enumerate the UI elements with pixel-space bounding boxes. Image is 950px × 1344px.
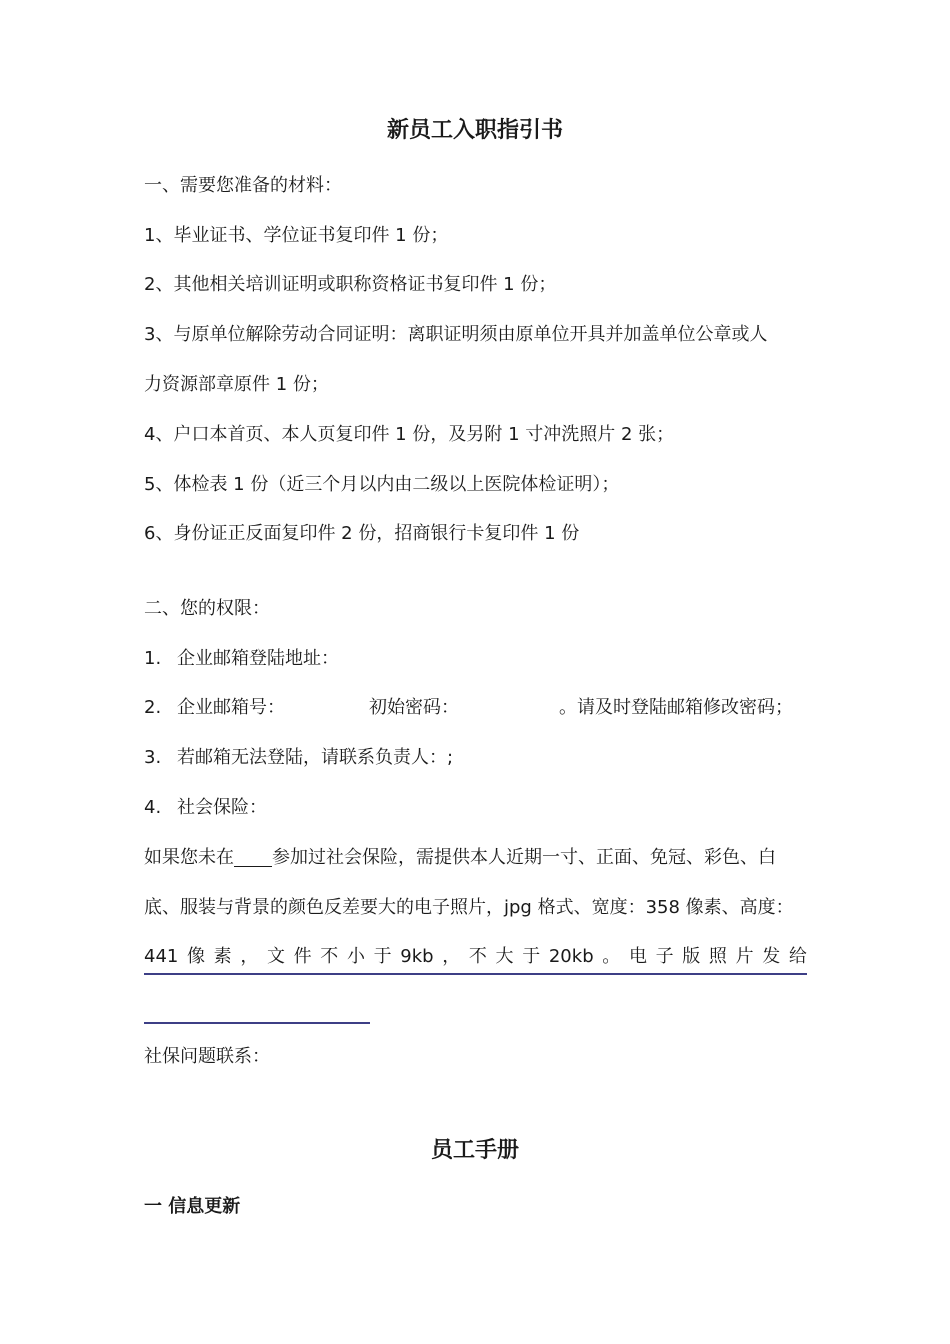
section1-heading: 一、需要您准备的材料： [144, 175, 342, 196]
list-number: 4. [144, 797, 162, 818]
material-item-2: 2、其他相关培训证明或职称资格证书复印件 1 份； [144, 274, 557, 295]
paragraph-token: 于 [373, 946, 392, 967]
paragraph-token: 像 [187, 946, 206, 967]
paragraph-text: 参加过社会保险，需提供本人近期一寸、正面、免冠、彩色、白 [272, 847, 776, 868]
paragraph-token: 不 [320, 946, 339, 967]
underline-rule [144, 973, 807, 975]
paragraph-text: 如果您未在 [144, 847, 234, 868]
paragraph-token: ， [240, 946, 259, 967]
material-item-1: 1、毕业证书、学位证书复印件 1 份； [144, 225, 449, 246]
paragraph-token: 照 [708, 946, 727, 967]
paragraph-token: 给 [788, 946, 807, 967]
paragraph-token: 子 [655, 946, 674, 967]
social-insurance-paragraph-line-2: 底、服装与背景的颜色反差要大的电子照片，jpg 格式、宽度：358 像素、高度： [144, 897, 794, 918]
handbook-title: 员工手册 [430, 1138, 519, 1163]
paragraph-token: 发 [762, 946, 781, 967]
blank-underline [234, 846, 272, 867]
permission-item-3 [144, 746, 453, 770]
permission-item-1 [144, 647, 339, 671]
document-title: 新员工入职指引书 [386, 118, 563, 143]
email-account-label: 企业邮箱号： [177, 697, 285, 718]
paragraph-token: 件 [293, 946, 312, 967]
paragraph-token: 文 [266, 946, 285, 967]
paragraph-token: 于 [522, 946, 541, 967]
paragraph-token: 小 [346, 946, 365, 967]
paragraph-token: 大 [495, 946, 514, 967]
handbook-section-heading: 一 信息更新 [144, 1196, 241, 1217]
paragraph-token: 不 [468, 946, 487, 967]
social-insurance-paragraph-line-1 [144, 846, 776, 870]
paragraph-token: 片 [735, 946, 754, 967]
material-item-4: 4、户口本首页、本人页复印件 1 份，及另附 1 寸冲洗照片 2 张； [144, 424, 675, 445]
paragraph-token: 20kb [548, 946, 594, 967]
social-insurance-paragraph-line-3 [144, 945, 807, 969]
paragraph-token: 。 [602, 946, 621, 967]
list-number: 3. [144, 747, 162, 768]
permission-item-1-text: 企业邮箱登陆地址： [177, 648, 339, 669]
section2-heading: 二、您的权限： [144, 598, 270, 619]
permission-item-2 [144, 696, 793, 720]
paragraph-token: 电 [628, 946, 647, 967]
list-number: 1. [144, 648, 162, 669]
initial-password-label: 初始密码： [369, 697, 459, 718]
list-number: 2. [144, 697, 162, 718]
material-item-3-cont: 力资源部章原件 1 份； [144, 374, 329, 395]
paragraph-token: 9kb [400, 946, 434, 967]
permission-item-3-text: 若邮箱无法登陆，请联系负责人：; [177, 747, 454, 768]
material-item-6: 6、身份证正反面复印件 2 份，招商银行卡复印件 1 份 [144, 523, 580, 544]
paragraph-token: ， [442, 946, 461, 967]
material-item-5: 5、体检表 1 份（近三个月以内由二级以上医院体检证明）； [144, 474, 620, 495]
paragraph-token: 441 [144, 946, 179, 967]
underline-rule [144, 1022, 370, 1024]
paragraph-token: 素 [213, 946, 232, 967]
material-item-3: 3、与原单位解除劳动合同证明：离职证明须由原单位开具并加盖单位公章或人 [144, 324, 768, 345]
social-insurance-contact: 社保问题联系： [144, 1046, 270, 1067]
permission-item-4 [144, 796, 267, 820]
change-password-note: 。请及时登陆邮箱修改密码； [559, 697, 793, 718]
paragraph-token: 版 [682, 946, 701, 967]
permission-item-4-text: 社会保险： [177, 797, 267, 818]
